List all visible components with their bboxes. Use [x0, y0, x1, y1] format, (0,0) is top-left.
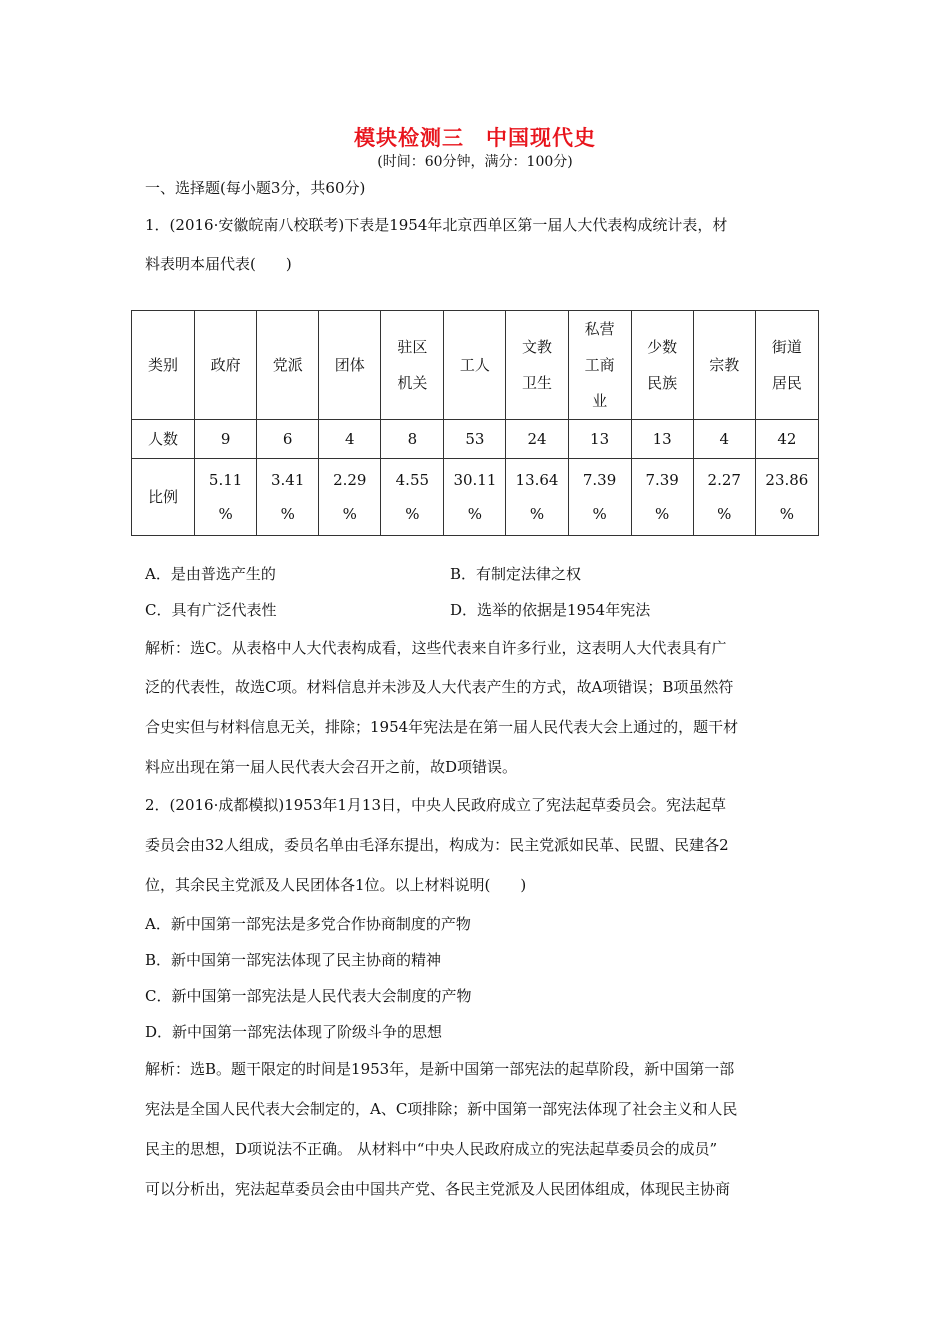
- table-ratio-cell: [444, 459, 506, 536]
- q1-analysis-line: 料应出现在第一届人民代表大会召开之前，故D项错误。: [145, 758, 518, 776]
- table-ratio-cell: [755, 459, 818, 536]
- table-category-text: 民族: [647, 374, 678, 392]
- table-category-cell: [257, 311, 319, 420]
- representatives-table: [131, 310, 819, 536]
- table-ratio-cell: [506, 459, 568, 536]
- table-category-cell: [631, 311, 693, 420]
- q1-option-a: A．是由普选产生的: [145, 565, 276, 583]
- table-ratio-cell: [319, 459, 381, 536]
- table-ratio-percent: %: [592, 505, 607, 523]
- table-count-label: 人数: [132, 420, 195, 459]
- table-count-cell: 6: [257, 420, 319, 459]
- table-ratio-value: 7.39: [645, 471, 679, 489]
- table-count-cell: 4: [319, 420, 381, 459]
- table-header-label: 类别: [132, 311, 195, 420]
- table-ratio-value: 2.29: [333, 471, 367, 489]
- page-subtitle: (时间：60分钟，满分：100分): [377, 154, 573, 170]
- table-ratio-percent: %: [717, 505, 732, 523]
- table-count-cell: 24: [506, 420, 568, 459]
- table-ratio-value: 13.64: [515, 471, 559, 489]
- table-ratio-value: 23.86: [765, 471, 809, 489]
- table-category-text: 私营: [584, 320, 615, 338]
- table-ratio-percent: %: [529, 505, 545, 523]
- table-ratio-percent: %: [655, 505, 670, 523]
- table-ratio-percent: %: [218, 505, 233, 523]
- table-category-cell: [319, 311, 381, 420]
- table-ratio-value: 4.55: [395, 471, 430, 489]
- q2-option-a: A．新中国第一部宪法是多党合作协商制度的产物: [145, 915, 471, 933]
- q1-stem-line: 料表明本届代表( ): [145, 255, 292, 273]
- section-heading: 一、选择题(每小题3分，共60分): [145, 179, 366, 197]
- table-ratio-percent: %: [467, 505, 483, 523]
- q1-stem-line: 1．(2016·安徽皖南八校联考)下表是1954年北京西单区第一届人大代表构成统计表，材: [145, 216, 728, 234]
- table-category-text: 业: [592, 392, 608, 410]
- table-category-text: 宗教: [709, 356, 740, 374]
- table-category-text: 机关: [397, 374, 428, 392]
- table-ratio-value: 7.39: [582, 471, 617, 489]
- table-category-cell: [195, 311, 257, 420]
- table-category-cell: [755, 311, 818, 420]
- table-ratio-percent: %: [342, 505, 357, 523]
- table-ratio-value: 3.41: [270, 471, 305, 489]
- table-ratio-percent: %: [779, 505, 795, 523]
- q1-option-c: C．具有广泛代表性: [145, 601, 277, 619]
- table-ratio-cell: [257, 459, 319, 536]
- table-category-text: 卫生: [522, 374, 553, 392]
- table-ratio-value: 2.27: [707, 471, 741, 489]
- table-ratio-value: 5.11: [208, 471, 243, 489]
- table-ratio-percent: %: [405, 505, 420, 523]
- q2-option-c: C．新中国第一部宪法是人民代表大会制度的产物: [145, 987, 472, 1005]
- table-ratio-cell: [195, 459, 257, 536]
- q2-option-b: B．新中国第一部宪法体现了民主协商的精神: [145, 951, 442, 969]
- table-category-text: 工商: [584, 356, 615, 374]
- table-category-cell: [444, 311, 506, 420]
- table-count-cell: 4: [693, 420, 755, 459]
- table-category-cell: [693, 311, 755, 420]
- table-ratio-value: 30.11: [453, 471, 497, 489]
- table-category-cell: [568, 311, 631, 420]
- table-count-cell: 13: [568, 420, 631, 459]
- table-category-text: 少数: [647, 338, 678, 356]
- table-category-text: 团体: [334, 356, 365, 374]
- table-category-text: 街道: [771, 338, 802, 356]
- table-ratio-cell: [631, 459, 693, 536]
- q2-analysis-line: 民主的思想，D项说法不正确。 从材料中“中央人民政府成立的宪法起草委员会的成员”: [145, 1140, 718, 1158]
- table-ratio-percent: %: [280, 505, 295, 523]
- q2-stem-line: 位，其余民主党派及人民团体各1位。以上材料说明( ): [145, 876, 527, 894]
- table-count-cell: 53: [444, 420, 506, 459]
- table-category-text: 居民: [771, 374, 802, 392]
- table-count-cell: 13: [631, 420, 693, 459]
- q2-analysis-line: 可以分析出，宪法起草委员会由中国共产党、各民主党派及人民团体组成，体现民主协商: [145, 1180, 731, 1198]
- table-ratio-label: 比例: [132, 459, 195, 536]
- q2-analysis-line: 宪法是全国人民代表大会制定的，A、C项排除；新中国第一部宪法体现了社会主义和人民: [145, 1100, 738, 1118]
- q1-analysis-line: 合史实但与材料信息无关，排除；1954年宪法是在第一届人民代表大会上通过的，题干材: [145, 718, 739, 736]
- q1-option-b: B．有制定法律之权: [450, 565, 582, 583]
- q2-stem-line: 委员会由32人组成，委员名单由毛泽东提出，构成为：民主党派如民革、民盟、民建各2: [145, 836, 729, 854]
- table-category-text: 文教: [522, 338, 553, 356]
- q1-analysis-line: 泛的代表性，故选C项。材料信息并未涉及人大代表产生的方式，故A项错误；B项虽然符: [145, 678, 734, 696]
- q2-stem-line: 2．(2016·成都模拟)1953年1月13日，中央人民政府成立了宪法起草委员会。宪法起草: [145, 796, 726, 814]
- table-ratio-cell: [693, 459, 755, 536]
- table-count-cell: 42: [755, 420, 818, 459]
- table-ratio-cell: [381, 459, 444, 536]
- table-category-text: 政府: [210, 356, 241, 374]
- table-ratio-cell: [568, 459, 631, 536]
- page-title: 模块检测三 中国现代史: [354, 126, 596, 150]
- table-category-text: 驻区: [397, 338, 428, 356]
- table-count-cell: 8: [381, 420, 444, 459]
- table-category-cell: [506, 311, 568, 420]
- table-category-cell: [381, 311, 444, 420]
- q2-analysis-line: 解析：选B。题干限定的时间是1953年，是新中国第一部宪法的起草阶段，新中国第一部: [145, 1060, 735, 1078]
- table-count-cell: 9: [195, 420, 257, 459]
- q1-analysis-line: 解析：选C。从表格中人大代表构成看，这些代表来自许多行业，这表明人大代表具有广: [145, 639, 727, 657]
- q2-option-d: D．新中国第一部宪法体现了阶级斗争的思想: [145, 1023, 443, 1041]
- table-category-text: 党派: [272, 356, 303, 374]
- q1-option-d: D．选举的依据是1954年宪法: [450, 601, 651, 619]
- table-category-text: 工人: [459, 356, 490, 374]
